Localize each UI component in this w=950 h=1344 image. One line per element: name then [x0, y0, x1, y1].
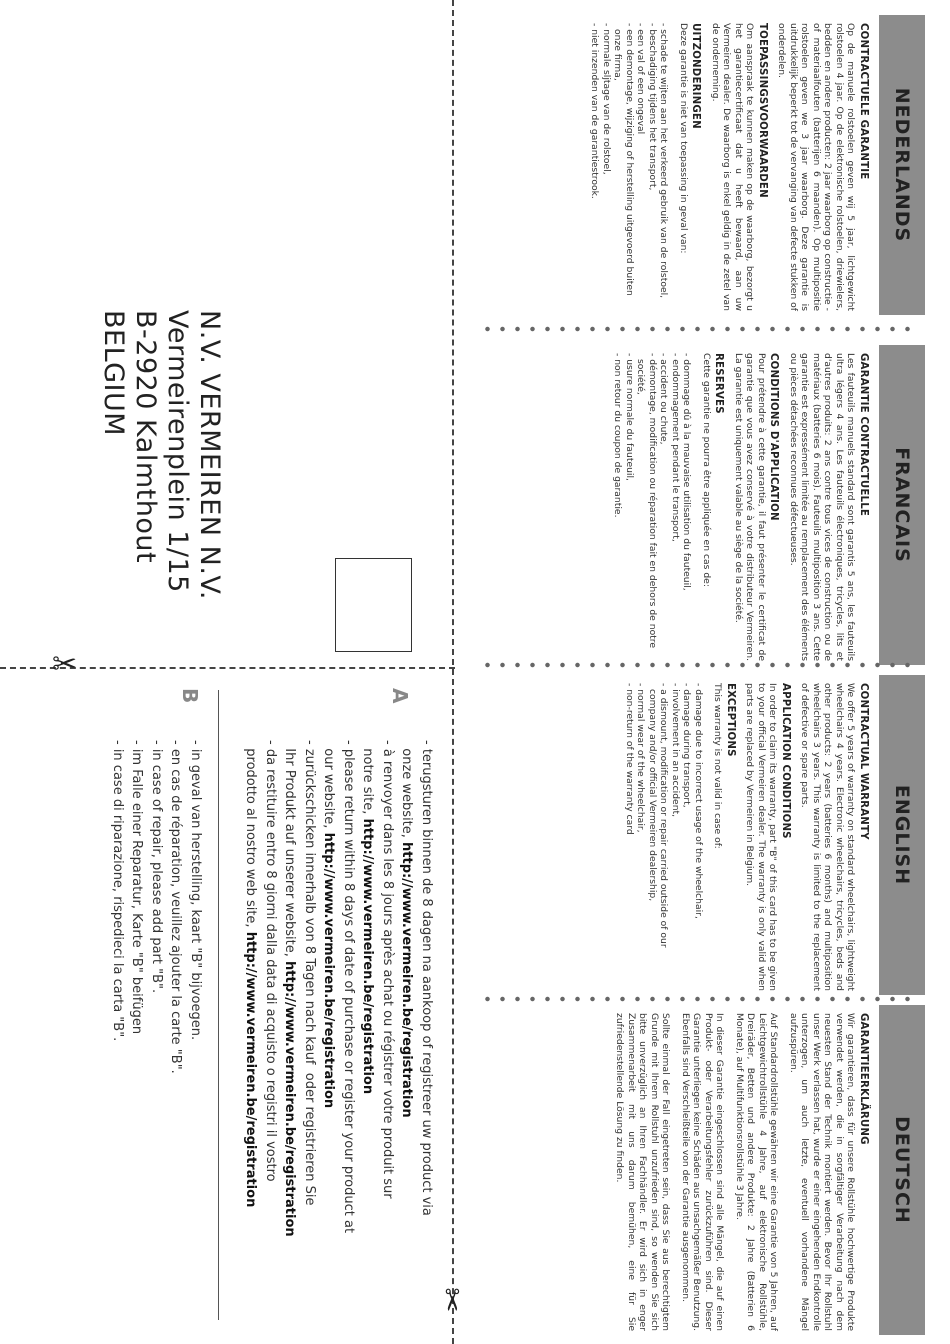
address-block: [95, 310, 225, 640]
registration-link[interactable]: http://www.vermeiren.be/registration: [282, 961, 298, 1237]
instruction-line: [261, 740, 281, 1300]
instruction-text: prodotto al nostro web site,: [243, 740, 259, 932]
exception-item: - endommagement pendant le transport,: [670, 353, 681, 542]
separator-line-a: [218, 690, 219, 1320]
language-title: FRANCAIS: [879, 345, 925, 665]
exception-item: - involvement in an accident,: [670, 683, 681, 818]
instruction-line: [241, 740, 261, 1300]
instruction-text: - à renvoyer dans les 8 jours après achat ou régistrer votre produit sur: [380, 740, 395, 1199]
section-heading: CONDITIONS D'APPLICATION: [768, 353, 780, 521]
language-title: ENGLISH: [879, 675, 925, 995]
repair-instruction-line: - in case of repair, please add part "B".: [149, 740, 164, 994]
language-title: NEDERLANDS: [879, 15, 925, 315]
exception-item: - damage during transport,: [681, 683, 693, 808]
exception-item: - démontage, modification ou réparation fait en dehors de notre société,: [635, 353, 658, 649]
exception-item: - een val of een ongeval: [635, 23, 647, 135]
dots-row-2: [480, 662, 920, 668]
exception-item: - niet inzenden van de garantiestrook.: [589, 23, 601, 199]
section-paragraph: Sollte einmal der Fall eingetreten sein, dass Sie aus berechtigtem Grunde mit Ihrem Rollstuhl unzufrieden sind, so wenden Sie sich bitte unverzüglich an Ihren Fachhändler. Er wird sich in enger Zusammenarbeit mit uns darum bemühen, eine für Sie zufriedenstellende Lösung zu finden.: [614, 1013, 672, 1331]
section-paragraph: Deze garantie is niet van toepassing in geval van:: [678, 23, 689, 254]
exception-item: - normale sljtage van de rolstoel,: [601, 23, 612, 175]
section-paragraph: Om aanspraak te kunnen maken op de waarborg, bezorgt u het garantiecertificaat dat u heeft bewaard, aan uw Vermeiren dealer. De waarborg is enkel geldig in de zetel van de onderneming.: [710, 23, 756, 311]
exception-item: - normal wear of the wheelchair,: [635, 683, 647, 833]
registration-link[interactable]: http://www.vermeiren.be/registration: [243, 931, 259, 1208]
repair-instruction-line: - im Falle einer Reparatur, Karte "B" beifügen: [129, 740, 145, 1035]
section-heading: TOEPASSINGSVOORWAARDEN: [757, 23, 768, 198]
section-deutsch: [495, 1005, 925, 1335]
instruction-line: [280, 740, 300, 1300]
language-title: DEUTSCH: [879, 1005, 925, 1335]
section-paragraph: This warranty is not valid in case of:: [712, 683, 724, 849]
instruction-text: onze website,: [399, 740, 415, 843]
instruction-text: - please return within 8 days of date of purchase or register your product at: [341, 740, 356, 1234]
exception-item: - beschadiging tijdens het transport,: [647, 23, 658, 191]
dots-row-1: [480, 326, 920, 332]
scissors-icon: ✂: [52, 647, 78, 682]
address-line3: B-2920 Kalmthout: [130, 310, 161, 564]
section-francais: [495, 345, 925, 665]
section-heading: GARANTIE CONTRACTUELLE: [858, 353, 869, 517]
exception-item: - damage due to incorrect usage of the wheelchair,: [693, 683, 704, 919]
exception-item: - usure normale du fauteuil,: [624, 353, 635, 481]
section-paragraph: Wir garantieren, dass für unsere Rollstühle hochwertige Produkte verwendet werden, die in sorgfältiger Verarbeitung nach dem neuesten Stand der Technik montiert werden. Bevor Ihr Rollstuhl unser Werk verlassen hat, wurde er einer eingehenden Endkontrolle unterzogen, um auch letzte, eventuell vorhandene Mängel aufzuspüren.: [788, 1013, 857, 1331]
section-paragraph: Pour prétendre à cette garantie, il faut présenter le certificat de garantie que vous avez conservé à votre distributeur Vermeiren. La garantie est uniquement valable au siège de la société.: [733, 353, 767, 661]
section-heading: APPLICATION CONDITIONS: [780, 683, 791, 839]
registration-link[interactable]: http://www.vermeiren.be/registration: [399, 842, 415, 1118]
instruction-line: [397, 740, 417, 1300]
section-paragraph: Les fauteuils manuels standard sont garantis 5 ans, les fauteuils ultra légers 4 ans. Les fauteuils électroniques, tricycles, lits et d'autres produits: 2 ans contre tous vices de construction ou de matériaux (batteries 6 mois). Fauteuils multiposition 3 ans. Cette garantie est expressément limitée au remplacement des éléments ou pièces détachées reconnues défectueuses.: [788, 353, 857, 661]
section-paragraph: In order to claim its warranty, part "B" of this card has to be given to your official Vermeiren dealer. The warranty is only valid when parts are replaced by Vermeiren in Belgium.: [744, 683, 779, 991]
repair-instruction-line: - in case di riparazione, rispedieci la carta "B".: [110, 740, 125, 1042]
exception-item: - dommage dû à la mauvaise utilisation du fauteuil,: [681, 353, 693, 591]
scissors-icon: ✂: [433, 1287, 469, 1313]
section-paragraph: Auf Standardrollstühle gewähren wir eine Garantie von 5 Jahren, auf Leichtgewichtrollstühle 4 Jahre, auf elektronische Rollstühle, Dreiräder, Betten und andere Produkte: 2 Jahre (Batterien 6 Monate), auf Multifunktionsrollstühle 3 Jahre.: [734, 1013, 780, 1331]
exception-item: - accident ou chute,: [658, 353, 670, 445]
section-english: [495, 675, 925, 995]
instruction-line: [417, 740, 437, 1300]
section-paragraph: We offer 5 years of warranty on standard wheelchairs, lightweight wheelchairs 4 years. Electronic wheelchairs, tricycles, beds and other products: 2 years (batteries 6 months) and multiposition wheelchairs 3 years. This warranty is limited to the replacement of defective or spare parts.: [799, 683, 857, 991]
section-heading: CONTRACTUELE GARANTIE: [858, 23, 869, 180]
part-a-list: [241, 740, 436, 1300]
address-line1: N.V. VERMEIREN N.V.: [194, 310, 225, 600]
section-heading: EXCEPTIONS: [725, 683, 736, 757]
instruction-text: - terugsturen binnen de 8 dagen na aankoop of registreer uw product via: [419, 740, 434, 1216]
exception-item: - een demontage, wijziging of herstelling uitgevoerd buiten onze firma,: [612, 23, 635, 296]
instruction-line: [378, 740, 398, 1300]
part-a-letter: A: [388, 688, 412, 704]
section-heading: GARANTIEERKLÄRUNG: [858, 1013, 869, 1145]
repair-instruction-line: - en cas de réparation, veuillez ajouter la carte "B".: [168, 740, 184, 1074]
exception-list: [589, 23, 670, 311]
registration-link[interactable]: http://www.vermeiren.be/registration: [360, 818, 376, 1095]
dots-row-3: [480, 996, 920, 1002]
section-heading: RESERVES: [713, 353, 725, 414]
section-heading: CONTRACTUAL WARRANTY: [858, 683, 869, 840]
repair-instruction-line: - in geval van herstelling, kaart "B" bijvoegen.: [188, 740, 203, 1041]
registration-link[interactable]: http://www.vermeiren.be/registration: [321, 832, 337, 1109]
address-line4: BELGIUM: [98, 310, 129, 437]
section-paragraph: Op de manuele rolstoelen geven wij 5 jaar, lichtgewicht rolstoelen 4 jaar. Op de elektronische rolstoelen, driewielers, bedden en andere producten: 2 jaar waarborg op constructie - of materiaalfouten (batterijen 6 maanden). Op multipositie rolstoelen geven we 3 jaar waarborg. Deze garantie is uitdrukkelijk beperkt tot de vervanging van defecte stukken of onderdelen.: [776, 23, 857, 311]
section-heading: UITZONDERINGEN: [690, 23, 702, 129]
instruction-line: [300, 740, 320, 1300]
exception-list: [624, 683, 705, 991]
instruction-text: notre site,: [360, 740, 376, 819]
exception-list: [612, 353, 693, 661]
stamp-box: [335, 558, 412, 652]
exception-item: - non-return of the warranty card: [624, 683, 635, 835]
section-paragraph: In dieser Garantie eingeschlossen sind alle Mängel, die auf einen Produkt- oder Verarbeitungsfehler zurückzuführen sind. Dieser Garantie unterliegen keine Schäden aus unsachgemäßer Benutzung. Ebenfalls sind Verschleißteile von der Garantie ausgenommen.: [680, 1013, 726, 1331]
part-b-instructions: [95, 740, 205, 1120]
part-a-instructions: [236, 740, 436, 1300]
fold-line-vertical: [452, 0, 454, 1344]
exception-item: - non retour du coupon de garantie.: [612, 353, 624, 518]
instruction-line: [319, 740, 339, 1300]
instruction-text: our website,: [321, 740, 337, 833]
exception-item: - a dismount, modification or repair carried outside of our company and/or official Vermeiren dealership,: [647, 683, 670, 948]
section-nederlands: [495, 15, 925, 315]
instruction-line: [339, 740, 359, 1300]
instruction-text: - da restituire entro 8 giorni dalla data di acquisto o registri il vostro: [263, 740, 278, 1182]
section-paragraph: Cette garantie ne pourra être appliquée en cas de:: [701, 353, 712, 587]
part-b-letter: B: [178, 688, 202, 704]
instruction-text: - zurückschicken innerhalb von 8 Tagen nach kauf oder registrieren Sie: [302, 740, 317, 1206]
address-line2: Vermeirenplein 1/15: [162, 310, 193, 593]
part-b-list: [108, 740, 206, 1120]
exception-item: - schade te wijten aan het verkeerd gebruik van de rolstoel,: [658, 23, 670, 299]
instruction-text: Ihr Produkt auf unserer website,: [282, 740, 298, 962]
instruction-line: [358, 740, 378, 1300]
